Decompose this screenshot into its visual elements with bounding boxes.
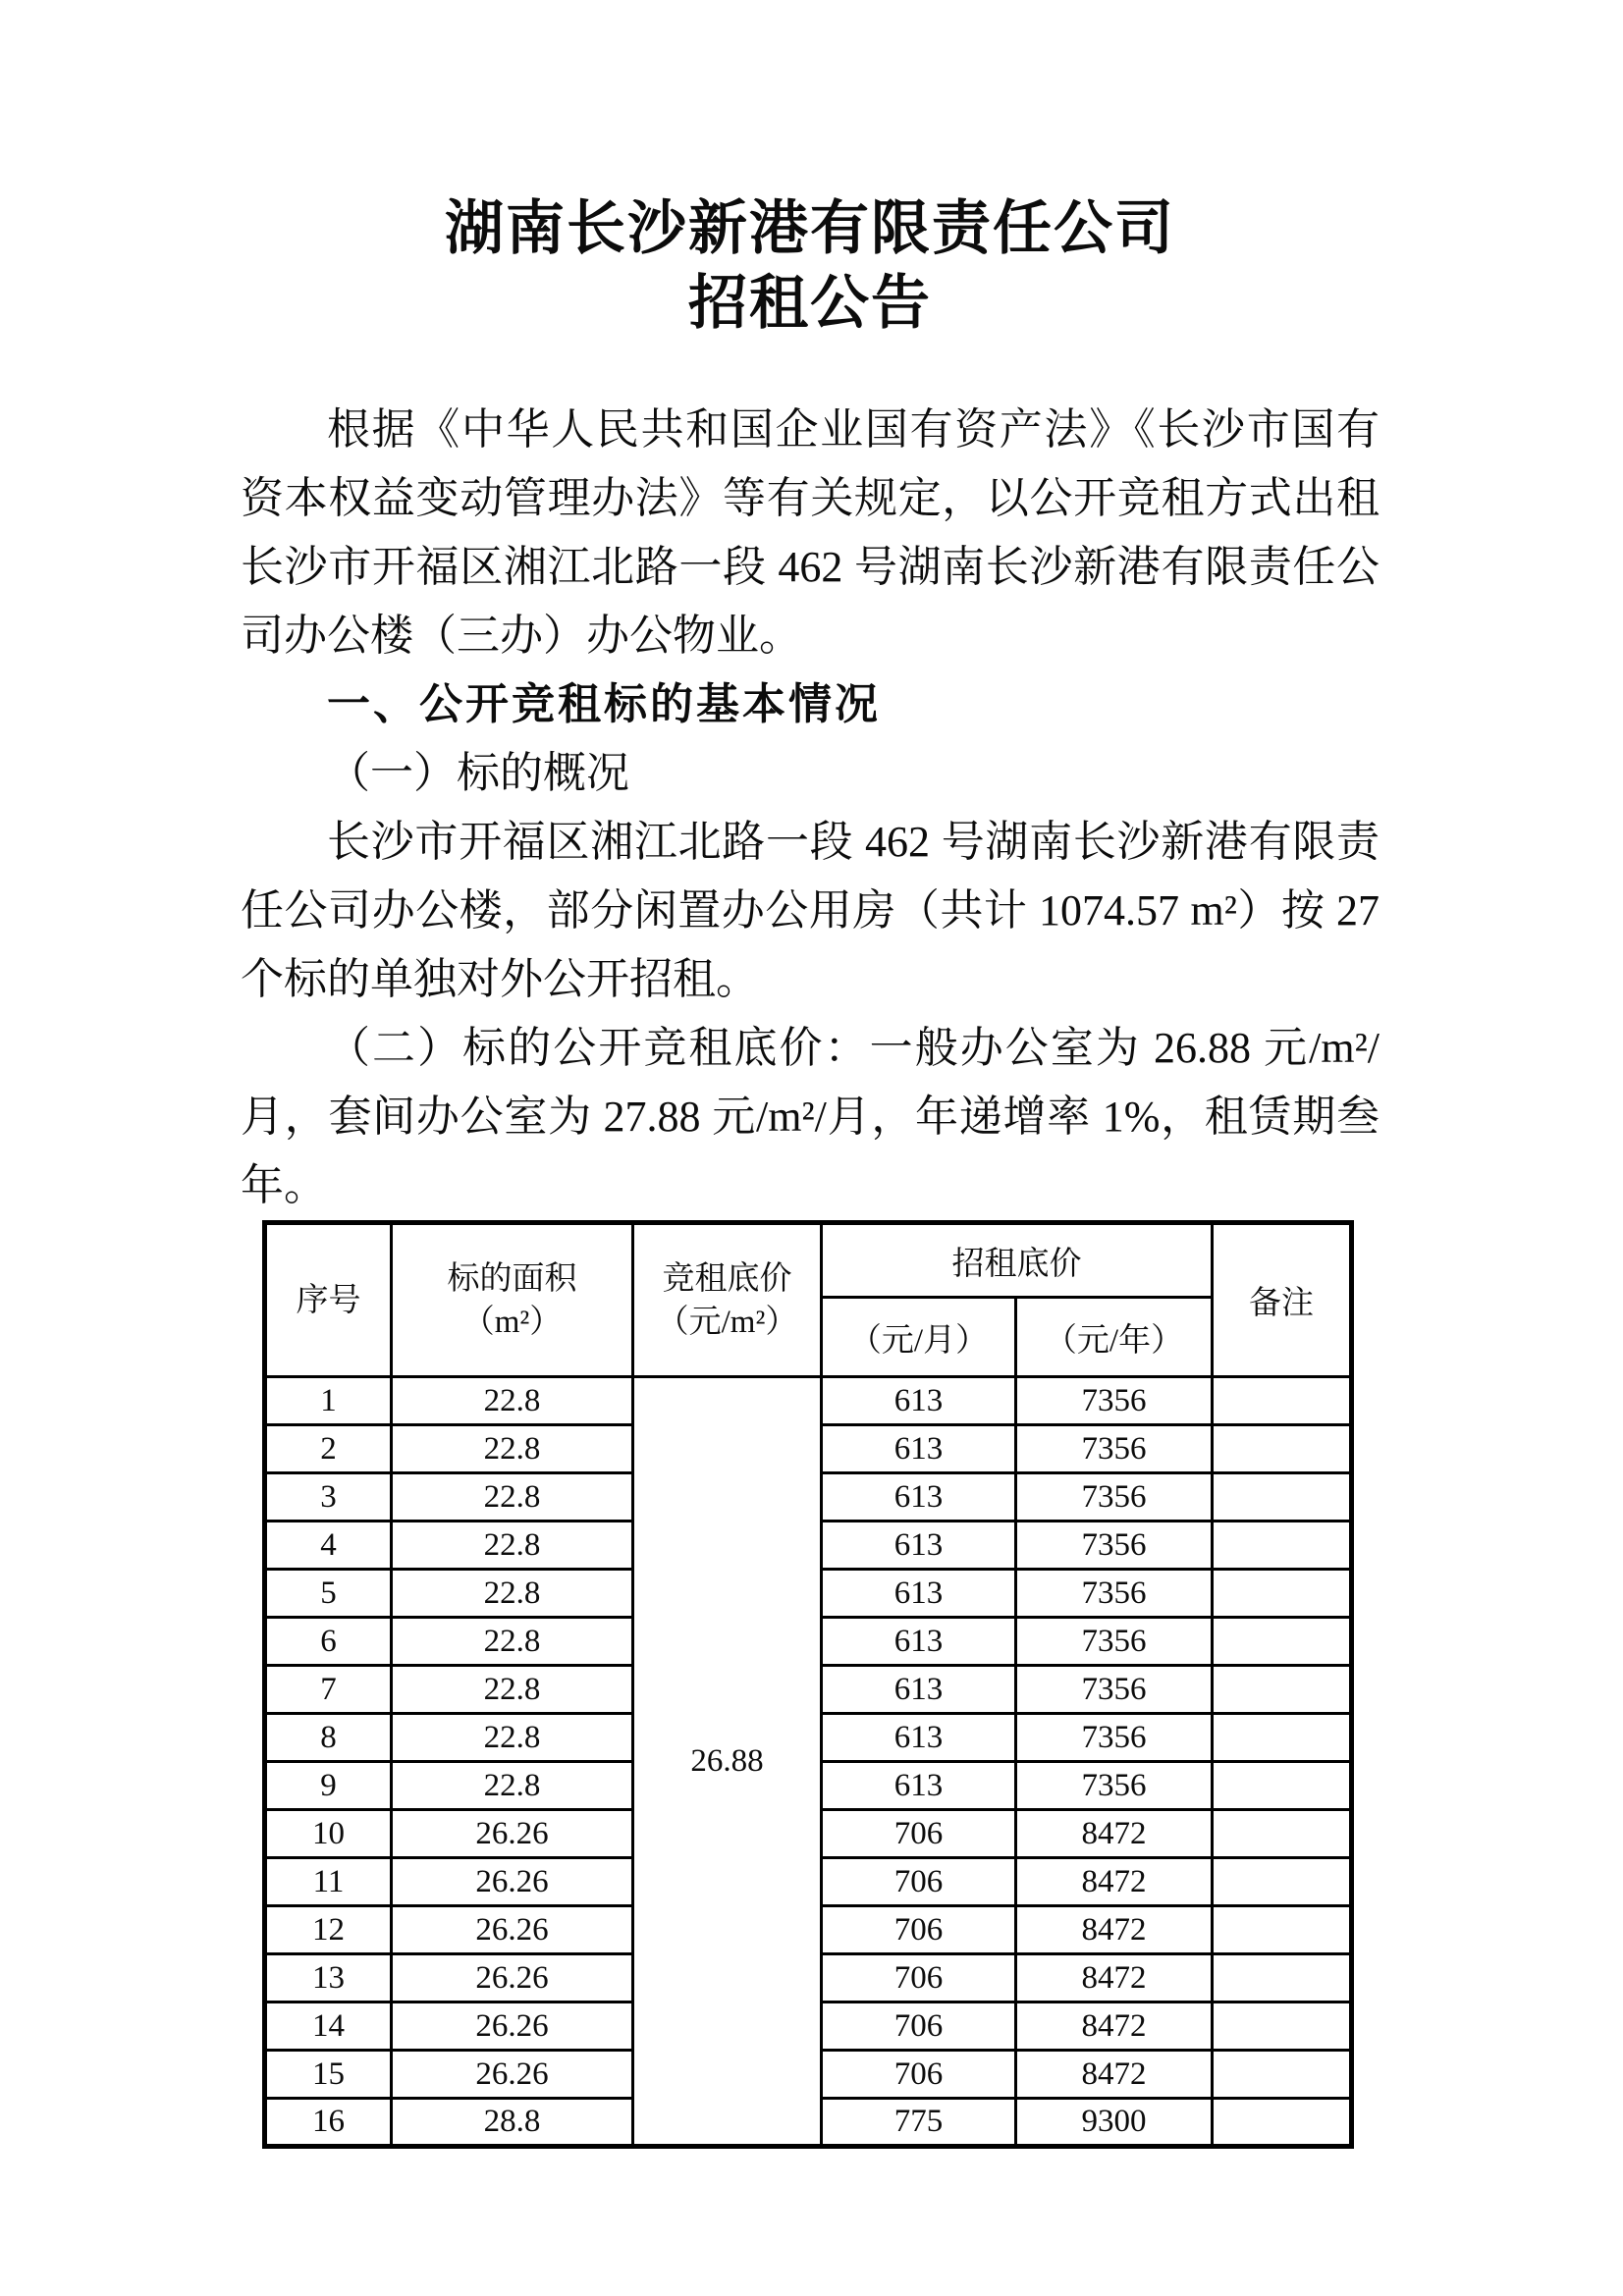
cell-year: 8472: [1016, 1954, 1213, 2002]
cell-seq: 13: [265, 1954, 392, 2002]
cell-year: 7356: [1016, 1377, 1213, 1425]
header-rent-price-group: 招租底价: [822, 1223, 1213, 1298]
cell-note: [1213, 1618, 1352, 1666]
document-title-line1: 湖南长沙新港有限责任公司: [445, 196, 1175, 261]
section-1-1-heading: [241, 739, 1380, 808]
header-base-price: 竞租底价 （元/m²）: [633, 1223, 822, 1377]
base-price-paragraph-line: 月，套间办公室为 27.88 元/m²/月，年递增率 1%，租赁期叁: [241, 1093, 1380, 1141]
header-per-month: （元/月）: [822, 1298, 1016, 1377]
section-1-heading-line: 一、公开竞租标的基本情况: [327, 680, 881, 728]
cell-note: [1213, 2051, 1352, 2099]
cell-seq: 7: [265, 1666, 392, 1714]
base-price-paragraph-line: 年。: [241, 1161, 327, 1209]
table-row: [265, 1377, 1352, 1425]
cell-seq: 12: [265, 1906, 392, 1954]
cell-year: 7356: [1016, 1762, 1213, 1810]
cell-month: 613: [822, 1522, 1016, 1570]
intro-paragraph-line: 根据《中华人民共和国企业国有资产法》《长沙市国有: [327, 405, 1380, 454]
document-title-line2: 招租公告: [688, 271, 932, 336]
cell-month: 706: [822, 2051, 1016, 2099]
cell-note: [1213, 1714, 1352, 1762]
cell-month: 613: [822, 1618, 1016, 1666]
cell-seq: 1: [265, 1377, 392, 1425]
header-seq: 序号: [265, 1223, 392, 1377]
intro-paragraph-line: 长沙市开福区湘江北路一段 462 号湖南长沙新港有限责任公: [241, 543, 1380, 591]
target-overview-paragraph-line: 个标的单独对外公开招租。: [241, 955, 759, 1003]
cell-month: 613: [822, 1425, 1016, 1473]
cell-area: 22.8: [392, 1522, 633, 1570]
cell-month: 706: [822, 1858, 1016, 1906]
cell-note: [1213, 1377, 1352, 1425]
cell-note: [1213, 1473, 1352, 1522]
cell-area: 22.8: [392, 1618, 633, 1666]
cell-area: 26.26: [392, 2002, 633, 2051]
intro-paragraph-line: 资本权益变动管理办法》等有关规定，以公开竞租方式出租: [241, 474, 1380, 522]
cell-area: 26.26: [392, 1858, 633, 1906]
cell-year: 7356: [1016, 1473, 1213, 1522]
cell-month: 613: [822, 1666, 1016, 1714]
cell-area: 22.8: [392, 1377, 633, 1425]
base-price-paragraph: [241, 1014, 1380, 1220]
cell-note: [1213, 1810, 1352, 1858]
cell-seq: 11: [265, 1858, 392, 1906]
cell-seq: 14: [265, 2002, 392, 2051]
cell-area: 22.8: [392, 1570, 633, 1618]
cell-seq: 5: [265, 1570, 392, 1618]
section-1-1-heading-line: （一）标的概况: [327, 749, 629, 797]
cell-seq: 4: [265, 1522, 392, 1570]
cell-note: [1213, 2099, 1352, 2147]
cell-month: 706: [822, 1954, 1016, 2002]
cell-month: 775: [822, 2099, 1016, 2147]
cell-area: 26.26: [392, 2051, 633, 2099]
cell-year: 9300: [1016, 2099, 1213, 2147]
document-title: [241, 191, 1380, 341]
header-note: 备注: [1213, 1223, 1352, 1377]
cell-year: 8472: [1016, 2051, 1213, 2099]
cell-month: 613: [822, 1570, 1016, 1618]
cell-month: 706: [822, 1810, 1016, 1858]
cell-year: 8472: [1016, 2002, 1213, 2051]
cell-area: 28.8: [392, 2099, 633, 2147]
cell-seq: 3: [265, 1473, 392, 1522]
cell-area: 22.8: [392, 1666, 633, 1714]
header-per-year: （元/年）: [1016, 1298, 1213, 1377]
cell-month: 613: [822, 1377, 1016, 1425]
cell-year: 8472: [1016, 1858, 1213, 1906]
body-paragraphs: [241, 396, 1380, 1220]
cell-note: [1213, 2002, 1352, 2051]
cell-seq: 8: [265, 1714, 392, 1762]
cell-seq: 15: [265, 2051, 392, 2099]
cell-area: 22.8: [392, 1714, 633, 1762]
cell-note: [1213, 1762, 1352, 1810]
intro-paragraph: [241, 396, 1380, 670]
cell-note: [1213, 1858, 1352, 1906]
cell-year: 7356: [1016, 1714, 1213, 1762]
header-area: 标的面积 （m²）: [392, 1223, 633, 1377]
cell-year: 7356: [1016, 1666, 1213, 1714]
cell-area: 26.26: [392, 1906, 633, 1954]
cell-note: [1213, 1666, 1352, 1714]
cell-year: 7356: [1016, 1618, 1213, 1666]
cell-seq: 2: [265, 1425, 392, 1473]
cell-month: 613: [822, 1473, 1016, 1522]
rent-table-body: [265, 1377, 1352, 2147]
cell-month: 613: [822, 1714, 1016, 1762]
cell-seq: 6: [265, 1618, 392, 1666]
cell-year: 7356: [1016, 1570, 1213, 1618]
cell-note: [1213, 1906, 1352, 1954]
cell-year: 8472: [1016, 1906, 1213, 1954]
section-1-heading: [241, 670, 1380, 739]
cell-note: [1213, 1570, 1352, 1618]
cell-seq: 9: [265, 1762, 392, 1810]
intro-paragraph-line: 司办公楼（三办）办公物业。: [241, 612, 802, 660]
cell-month: 706: [822, 2002, 1016, 2051]
cell-year: 7356: [1016, 1425, 1213, 1473]
cell-note: [1213, 1522, 1352, 1570]
cell-year: 7356: [1016, 1522, 1213, 1570]
cell-area: 22.8: [392, 1473, 633, 1522]
cell-note: [1213, 1954, 1352, 2002]
cell-area: 22.8: [392, 1762, 633, 1810]
cell-year: 8472: [1016, 1810, 1213, 1858]
cell-month: 613: [822, 1762, 1016, 1810]
cell-area: 26.26: [392, 1954, 633, 2002]
cell-area: 26.26: [392, 1810, 633, 1858]
target-overview-paragraph-line: 长沙市开福区湘江北路一段 462 号湖南长沙新港有限责: [327, 818, 1380, 866]
cell-seq: 16: [265, 2099, 392, 2147]
cell-note: [1213, 1425, 1352, 1473]
cell-seq: 10: [265, 1810, 392, 1858]
rent-price-table: [262, 1220, 1354, 2149]
rent-table-header: [265, 1223, 1352, 1377]
cell-month: 706: [822, 1906, 1016, 1954]
target-overview-paragraph: [241, 808, 1380, 1014]
cell-area: 22.8: [392, 1425, 633, 1473]
base-price-paragraph-line: （二）标的公开竞租底价：一般办公室为 26.88 元/m²/: [327, 1024, 1380, 1072]
target-overview-paragraph-line: 任公司办公楼，部分闲置办公用房（共计 1074.57 m²）按 27: [241, 886, 1380, 934]
cell-base-price-merged: 26.88: [633, 1377, 822, 2147]
